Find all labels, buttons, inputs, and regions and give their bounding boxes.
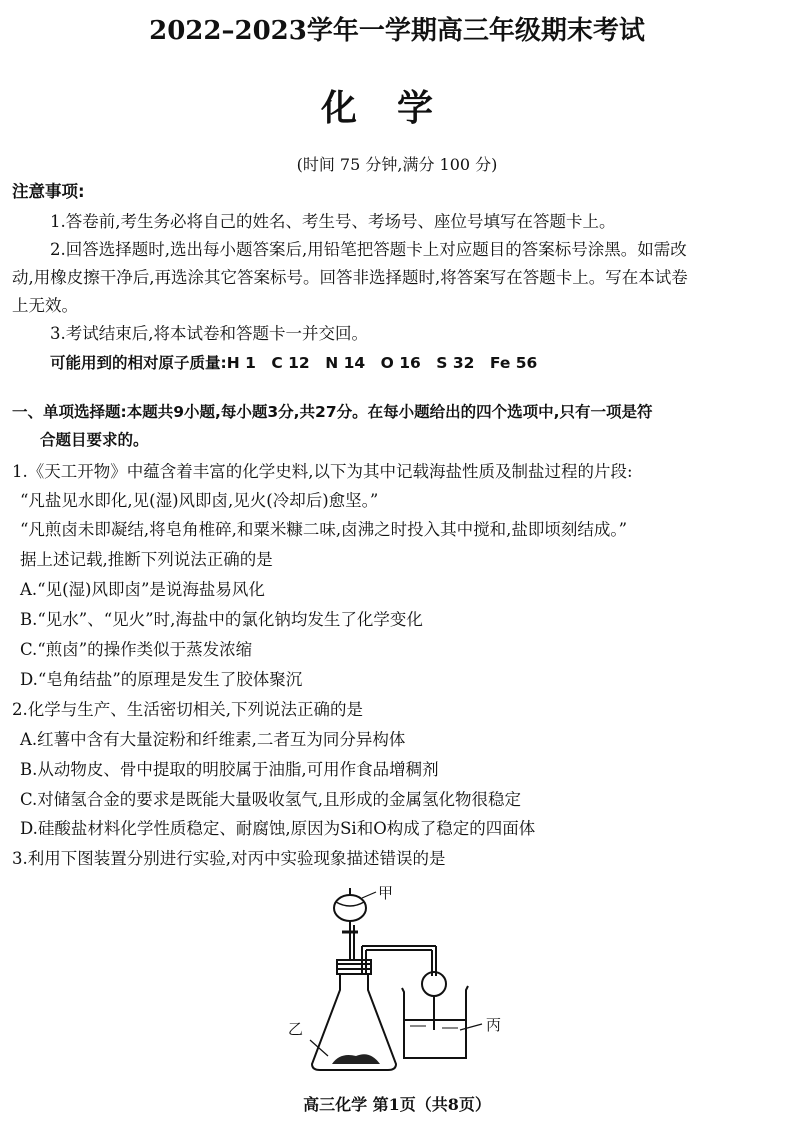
q1-quote-2: “凡煎卤未即凝结,将皂角椎碎,和粟米糠二味,卤沸之时投入其中搅和,盐即顷刻结成。” — [20, 520, 628, 539]
q1-ask: 据上述记载,推断下列说法正确的是 — [20, 550, 273, 569]
q1-option-d: D.“皂角结盐”的原理是发生了胶体聚沉 — [20, 670, 303, 689]
q3-stem: 3.利用下图装置分别进行实验,对丙中实验现象描述错误的是 — [12, 849, 446, 868]
page-footer: 高三化学 第1页（共8页） — [303, 1095, 491, 1114]
time-info: (时间 75 分钟,满分 100 分) — [296, 155, 498, 174]
q2-option-a: A.红薯中含有大量淀粉和纤维素,二者互为同分异构体 — [20, 730, 406, 749]
q1-quote-1: “凡盐见水即化,见(湿)风即卤,见火(冷却后)愈坚。” — [20, 491, 379, 510]
apparatus-figure — [288, 880, 520, 1080]
q1-stem: 1.《天工开物》中蕴含着丰富的化学史料,以下为其中记载海盐性质及制盐过程的片段: — [12, 462, 633, 481]
notes-item-3: 3.考试结束后,将本试卷和答题卡一并交回。 — [50, 324, 368, 343]
notes-item-2-line2: 动,用橡皮擦干净后,再选涂其它答案标号。回答非选择题时,将答案写在答题卡上。写在本试卷 — [12, 268, 688, 287]
notes-item-2-line1: 2.回答选择题时,选出每小题答案后,用铅笔把答题卡上对应题目的答案标号涂黑。如需改 — [50, 240, 687, 259]
q2-option-b: B.从动物皮、骨中提取的明胶属于油脂,可用作食品增稠剂 — [20, 760, 439, 779]
atomic-mass-line: 可能用到的相对原子质量:H 1 C 12 N 14 O 16 S 32 Fe 56 — [50, 354, 538, 372]
exam-title: 2022–2023学年一学期高三年级期末考试 — [149, 16, 645, 46]
q1-option-a: A.“见(湿)风即卤”是说海盐易风化 — [20, 580, 265, 599]
section1-heading-cont: 合题目要求的。 — [40, 431, 149, 449]
apparatus-drawing — [300, 880, 520, 1080]
q2-option-d: D.硅酸盐材料化学性质稳定、耐腐蚀,原因为Si和O构成了稳定的四面体 — [20, 819, 536, 838]
q1-option-c: C.“煎卤”的操作类似于蒸发浓缩 — [20, 640, 253, 659]
q1-option-b: B.“见水”、“见火”时,海盐中的氯化钠均发生了化学变化 — [20, 610, 423, 629]
q2-option-c: C.对储氢合金的要求是既能大量吸收氢气,且形成的金属氢化物很稳定 — [20, 790, 522, 809]
notes-heading: 注意事项: — [12, 182, 85, 201]
label-jia: 甲 — [378, 884, 394, 902]
label-bing: 丙 — [486, 1016, 502, 1034]
label-yi: 乙 — [288, 1020, 304, 1038]
subject-title: 化学 — [320, 87, 473, 129]
q2-stem: 2.化学与生产、生活密切相关,下列说法正确的是 — [12, 700, 363, 719]
notes-item-2-line3: 上无效。 — [12, 296, 78, 315]
section1-heading: 一、单项选择题:本题共9小题,每小题3分,共27分。在每小题给出的四个选项中,只有一项是符 — [12, 403, 653, 421]
notes-item-1: 1.答卷前,考生务必将自己的姓名、考生号、考场号、座位号填写在答题卡上。 — [50, 212, 616, 231]
